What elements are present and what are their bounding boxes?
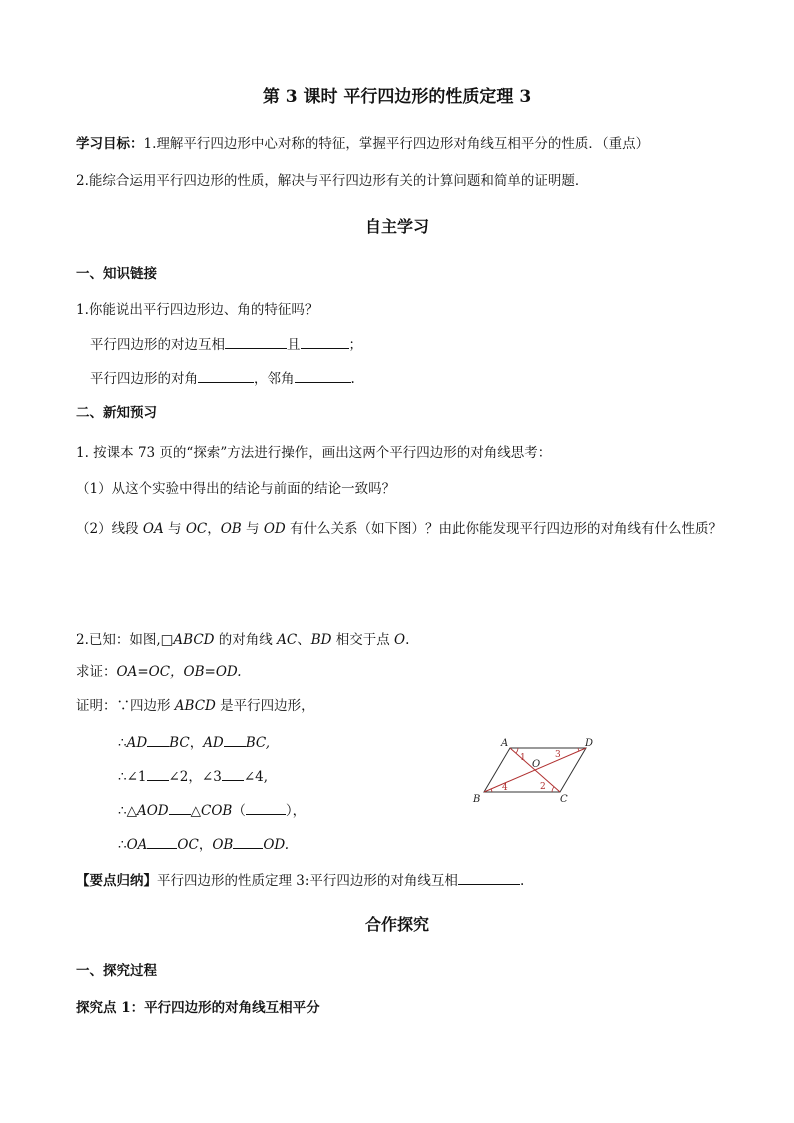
label-a: A (501, 738, 509, 749)
proof-step-3 (118, 801, 306, 820)
text: ，邻角 (254, 371, 295, 387)
proof-step-1 (118, 733, 270, 752)
label-b: B (473, 794, 481, 805)
text: 2.已知：如图, (76, 632, 161, 648)
text: 、 (297, 632, 311, 648)
heading-preview: 二、新知预习 (76, 405, 157, 421)
objective-1: 1.理解平行四边形中心对称的特征，掌握平行四边形对角线互相平分的性质．（重点） (143, 136, 650, 152)
preview-question-1: 1. 按课本 73 页的“探索”方法进行操作，画出这两个平行四边形的对角线思考： (76, 445, 552, 461)
text: OB (220, 521, 242, 537)
text: 有什么关系（如下图）？由此你能发现平行四边形的对角线有什么性质？ (285, 521, 723, 537)
blank[interactable] (225, 335, 287, 349)
text: 的对角线 (214, 632, 278, 648)
text: ， (207, 521, 221, 537)
text: BD (310, 632, 332, 648)
preview-sub-2 (76, 520, 722, 538)
text: 相交于点 (331, 632, 395, 648)
text: （2）线段 (76, 521, 143, 537)
angle-label-1: 1 (520, 753, 526, 763)
blank[interactable] (458, 871, 520, 885)
summary-label: 【要点归纳】 (76, 873, 157, 889)
text: OA (142, 521, 164, 537)
blank[interactable] (301, 335, 349, 349)
key-point-summary (76, 871, 524, 890)
text: ∴△ (118, 803, 137, 819)
text: （ (232, 803, 246, 819)
page-title: 第 3 课时 平行四边形的性质定理 3 (262, 87, 532, 107)
fill-line-sides (90, 335, 362, 354)
text: COB (201, 803, 233, 819)
blank[interactable] (198, 369, 254, 383)
text: □ABCD (160, 632, 215, 648)
text: . (405, 632, 410, 648)
objectives-label: 学习目标： (76, 136, 144, 152)
proof-step-2 (118, 767, 268, 786)
label-c: C (560, 794, 568, 805)
explore-point-1: 探究点 1：平行四边形的对角线互相平分 (76, 1000, 320, 1016)
angle-label-3: 3 (555, 750, 561, 760)
blank[interactable] (224, 733, 246, 747)
text: AOD (136, 803, 169, 819)
text: 且 (287, 337, 301, 353)
text: ， (198, 837, 213, 853)
text: OC (177, 837, 199, 853)
section-heading-self-study: 自主学习 (364, 217, 429, 236)
text: ∴∠1 (118, 769, 147, 785)
text: 平行四边形的对角 (90, 371, 198, 387)
preview-sub-1: （1）从这个实验中得出的结论与前面的结论一致吗？ (76, 481, 396, 497)
question-1: 1.你能说出平行四边形边、角的特征吗？ (76, 302, 319, 318)
text: OC (185, 521, 208, 537)
blank[interactable] (246, 801, 286, 815)
parallelogram-figure (468, 734, 598, 806)
text: 平行四边形的对边互相 (90, 337, 225, 353)
text: 平行四边形的性质定理 3:平行四边形的对角线互相 (157, 873, 458, 889)
blank[interactable] (147, 767, 169, 781)
blank[interactable] (222, 767, 244, 781)
label-o: O (532, 759, 541, 770)
proof-step-4 (118, 835, 289, 854)
learning-objectives-1 (76, 135, 649, 153)
angle-arc-2 (552, 787, 554, 792)
text: OB (212, 837, 234, 853)
blank[interactable] (295, 369, 351, 383)
blank[interactable] (233, 835, 263, 849)
text: OD (263, 521, 286, 537)
text: BC (169, 735, 190, 751)
text: ）， (285, 803, 307, 819)
text: ； (348, 337, 362, 353)
text: . (519, 873, 525, 889)
text: 证明：∵四边形 (76, 698, 175, 714)
text: 是平行四边形， (215, 698, 315, 714)
heading-knowledge-link: 一、知识链接 (76, 266, 157, 282)
objective-2: 2.能综合运用平行四边形的性质，解决与平行四边形有关的计算问题和简单的证明题． (76, 173, 589, 189)
given-statement (76, 631, 409, 649)
text: AC (277, 632, 298, 648)
section-heading-cooperative: 合作探究 (364, 915, 429, 934)
fill-line-angles (90, 369, 355, 388)
diagonal-bd (484, 748, 586, 792)
text: ∠2，∠3 (168, 769, 222, 785)
blank[interactable] (147, 835, 177, 849)
angle-arc-1 (516, 748, 518, 753)
text: AD (126, 735, 148, 751)
text: 与 (241, 521, 264, 537)
text: 求证： (76, 664, 117, 680)
text: O (394, 632, 406, 648)
angle-label-2: 2 (540, 782, 546, 792)
text: BC, (245, 735, 271, 751)
text: ∴ (118, 837, 127, 853)
text: ， (189, 735, 204, 751)
text: OA=OC，OB=OD. (116, 664, 242, 680)
text: △ (190, 803, 202, 819)
blank[interactable] (169, 801, 191, 815)
label-d: D (585, 738, 594, 749)
text: AD (203, 735, 224, 751)
blank[interactable] (147, 733, 169, 747)
text: ABCD (174, 698, 216, 714)
text: 与 (163, 521, 186, 537)
text: OA (126, 837, 148, 853)
text: OD. (263, 837, 290, 853)
text: ∠4, (243, 769, 269, 785)
prove-statement (76, 663, 242, 681)
heading-explore-process: 一、探究过程 (76, 963, 157, 979)
angle-label-4: 4 (502, 783, 508, 793)
text: ∴ (118, 735, 127, 751)
text: . (350, 371, 355, 387)
proof-start (76, 697, 315, 715)
